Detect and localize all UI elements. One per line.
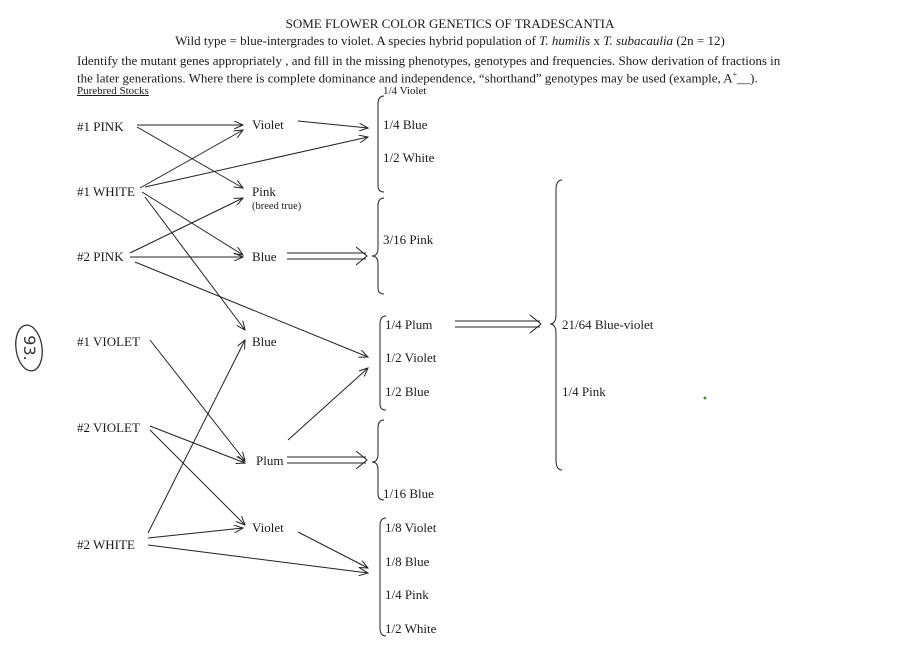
parent-2-violet: #2 VIOLET	[77, 420, 140, 435]
subtitle-pre: Wild type = blue-intergrades to violet. A species hybrid population of	[175, 33, 540, 48]
arrow-plum-group3	[288, 368, 368, 440]
purebred-heading: Purebred Stocks	[77, 85, 149, 97]
f2-g5-blue: 1/8 Blue	[385, 554, 430, 569]
double-arrow-plum-f3	[455, 315, 541, 333]
arrow-p1white-group1	[145, 137, 368, 187]
f2-g1-white: 1/2 White	[383, 150, 435, 165]
f2-g3-violet: 1/2 Violet	[385, 350, 437, 365]
brace-group5	[380, 518, 386, 636]
brace-group4	[372, 420, 384, 500]
arrow-p2white-violet	[148, 528, 243, 538]
arrow-p2white-bluemid	[148, 340, 245, 533]
subtitle-x: x	[590, 33, 604, 48]
brace-group2	[372, 198, 384, 294]
f2-g1-violet: 1/4 Violet	[383, 85, 427, 97]
f2-g4-blue: 1/16 Blue	[383, 486, 434, 501]
f1-plum: Plum	[256, 453, 284, 468]
subtitle-post: (2n = 12)	[673, 33, 725, 48]
instructions-line-1: Identify the mutant genes appropriately , and fill in the missing phenotypes, genotypes and frequencies. Show derivation of fractions in	[77, 53, 781, 68]
arrow-p2pink-group3	[135, 262, 368, 357]
f2-g5-violet: 1/8 Violet	[385, 520, 437, 535]
arrow-violet-group1	[298, 121, 368, 128]
margin-mark-text: 93.	[20, 335, 39, 361]
f2-g2-pink: 3/16 Pink	[383, 232, 434, 247]
instructions-sup: +	[732, 70, 738, 79]
arrow-violet-group5	[298, 532, 368, 568]
parent-1-pink: #1 PINK	[77, 119, 124, 134]
f1-blue-top: Blue	[252, 249, 277, 264]
arrow-p1white-blue	[142, 192, 243, 255]
stray-dot	[704, 397, 707, 400]
f2-g3-blue: 1/2 Blue	[385, 384, 430, 399]
f1-violet-top: Violet	[252, 117, 284, 132]
arrow-p1violet-plum	[150, 340, 245, 461]
double-arrow-blue	[287, 247, 367, 265]
f2-g5-pink: 1/4 Pink	[385, 587, 429, 602]
f2-g1-blue: 1/4 Blue	[383, 117, 428, 132]
f1-violet-bottom: Violet	[252, 520, 284, 535]
f3-pink: 1/4 Pink	[562, 384, 606, 399]
species-1: T. humilis	[539, 33, 591, 48]
instructions-line-2-post: __).	[737, 70, 758, 86]
arrow-p1white-bluemid	[145, 197, 245, 330]
parent-2-pink: #2 PINK	[77, 249, 124, 264]
arrow-p2white-group5	[148, 545, 368, 573]
parent-1-violet: #1 VIOLET	[77, 334, 140, 349]
brace-f3	[550, 180, 562, 470]
instructions-line-2-pre: the later generations. Where there is complete dominance and independence, “shorthand” genotypes may be used (example, A	[77, 70, 733, 86]
brace-group3	[380, 316, 386, 410]
f2-g5-white: 1/2 White	[385, 621, 437, 636]
f1-pink-note: (breed true)	[252, 201, 302, 212]
f3-blue-violet: 21/64 Blue-violet	[562, 317, 654, 332]
parent-1-white: #1 WHITE	[77, 184, 135, 199]
page-title: SOME FLOWER COLOR GENETICS OF TRADESCANTIA	[285, 16, 615, 31]
f1-blue-mid: Blue	[252, 334, 277, 349]
f1-pink: Pink	[252, 184, 276, 199]
brace-group1	[378, 96, 384, 192]
f2-g3-plum: 1/4 Plum	[385, 317, 433, 332]
double-arrow-plum	[287, 451, 367, 469]
arrow-p1pink-pink	[137, 127, 243, 188]
parent-2-white: #2 WHITE	[77, 537, 135, 552]
species-2: T. subacaulia	[603, 33, 674, 48]
